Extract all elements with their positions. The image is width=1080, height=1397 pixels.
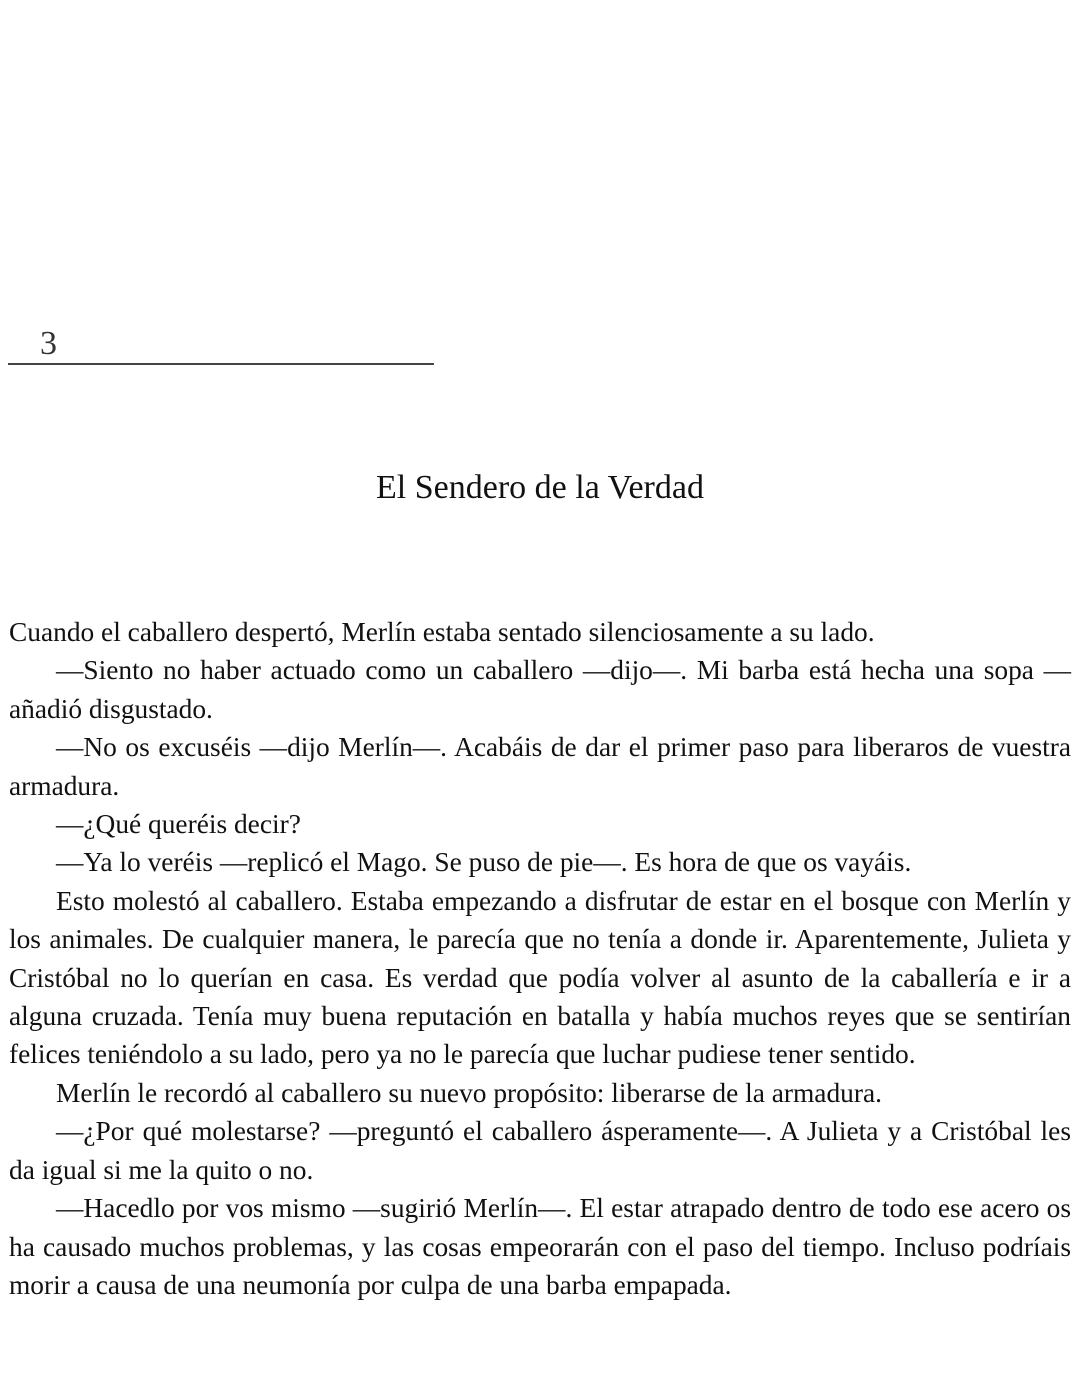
- paragraph: —Hacedlo por vos mismo —sugirió Merlín—. El estar atrapado dentro de todo ese acero os ha causado muchos problemas, y las cosas empeorarán con el paso del tiempo. Incluso podríais morir a causa de una neumonía por culpa de una barba empapada.: [9, 1193, 1071, 1300]
- chapter-rule: [8, 363, 434, 365]
- paragraph: —Ya lo veréis —replicó el Mago. Se puso de pie—. Es hora de que os vayáis.: [56, 847, 912, 878]
- paragraph: —No os excuséis —dijo Merlín—. Acabáis de dar el primer paso para liberaros de vuestra armadura.: [9, 732, 1071, 801]
- chapter-number: 3: [40, 325, 57, 362]
- paragraph: Cuando el caballero despertó, Merlín estaba sentado silenciosamente a su lado.: [9, 617, 875, 647]
- paragraph: Merlín le recordó al caballero su nuevo propósito: liberarse de la armadura.: [56, 1077, 882, 1108]
- chapter-title: El Sendero de la Verdad: [376, 469, 704, 506]
- paragraph: —Siento no haber actuado como un caballero —dijo—. Mi barba está hecha una sopa —añadió disgustado.: [9, 655, 1071, 724]
- paragraph: —¿Qué queréis decir?: [56, 809, 301, 840]
- paragraph: Esto molestó al caballero. Estaba empezando a disfrutar de estar en el bosque con Merlín y los animales. De cualquier manera, le parecía que no tenía a donde ir. Aparentemente, Julieta y Cristóbal no lo querían en casa. Es verdad que podía volver al asunto de la caballería e ir a alguna cruzada. Tenía muy buena reputación en batalla y había muchos reyes que se sentirían felices teniéndolo a su lado, pero ya no le parecía que luchar pudiese tener sentido.: [9, 885, 1071, 1070]
- paragraph: —¿Por qué molestarse? —preguntó el caballero ásperamente—. A Julieta y a Cristóbal les da igual si me la quito o no.: [9, 1116, 1071, 1185]
- body-text: [9, 613, 1071, 1304]
